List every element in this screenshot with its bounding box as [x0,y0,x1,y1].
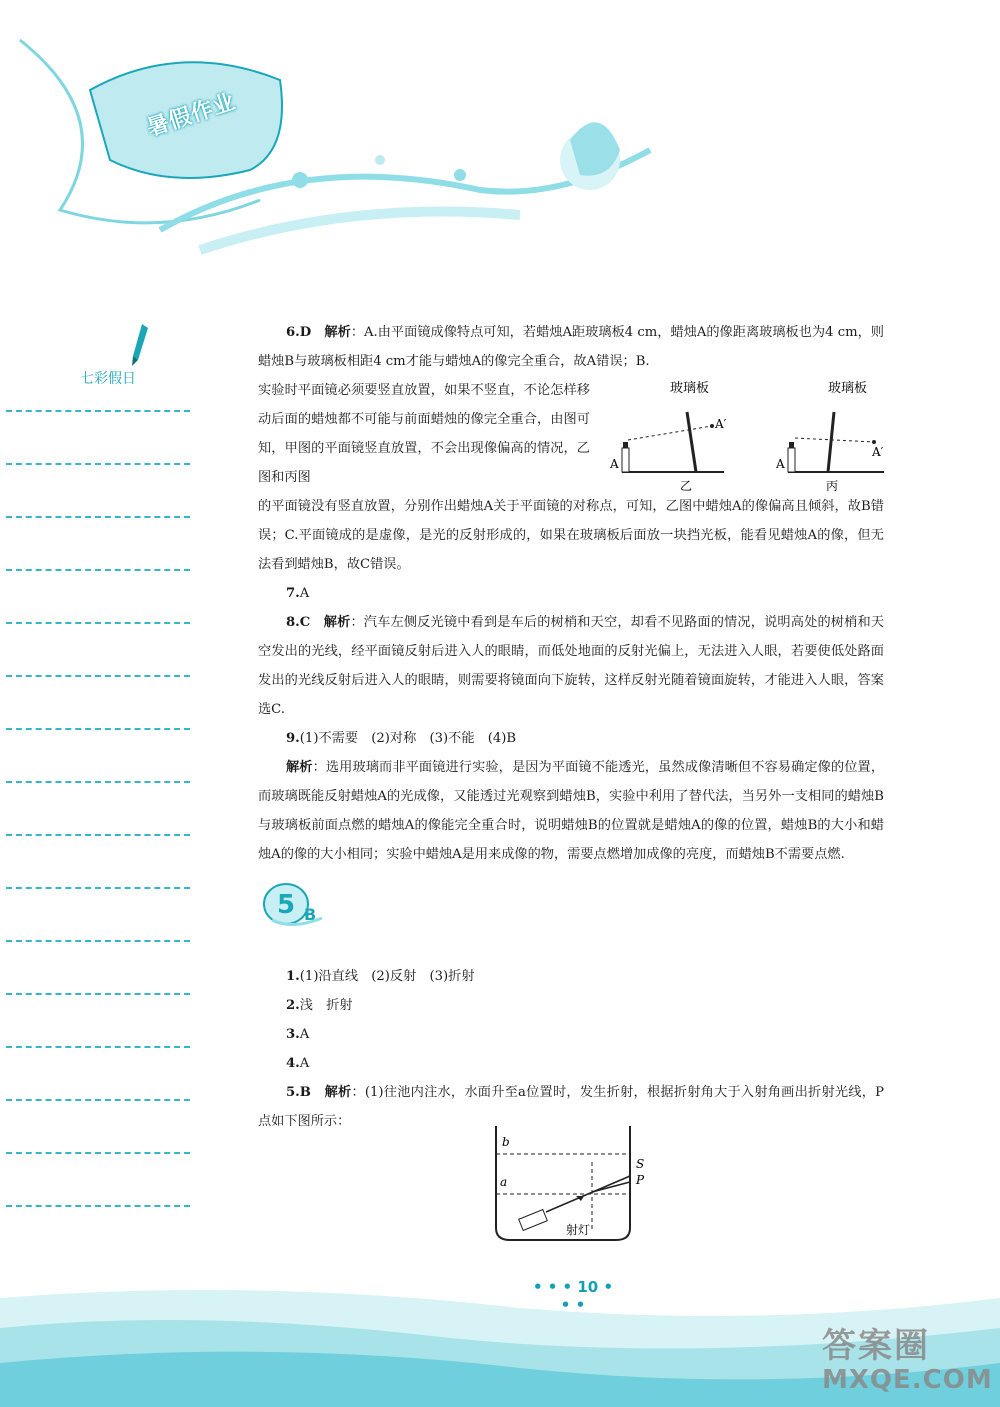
sidebar-rule [6,463,190,465]
sidebar-rule [6,940,190,942]
mirror-figure [592,376,884,492]
banner-title: 暑假作业 [144,89,240,142]
sidebar-rule [6,728,190,730]
s2-question: 3.A [286,1027,310,1042]
s2-question: 2.浅 折射 [286,998,353,1013]
page-number: • • • 10 • • • [532,1278,614,1314]
fig-right-caption: 丙 [826,479,839,492]
label-a: a [500,1175,508,1189]
section-letter: B [304,905,317,924]
fig-right-title: 玻璃板 [828,381,868,396]
pen-icon [130,322,150,368]
question-9-analysis: 解析：选用玻璃而非平面镜进行实验，是因为平面镜不能透光，虽然成像清晰但不容易确定像的位置，而玻璃既能反射蜡烛A的光成像，又能透过光观察到蜡烛B，实验中利用了替代法，当另外一支相同的蜡烛B与玻璃板前面点燃的蜡烛A的像能完全重合时，说明蜡烛B的位置就是蜡烛A的像的位置，蜡烛B的大小和蜡烛A的像的大小相同；实验中蜡烛A是用来成像的物，需要点燃增加成像的亮度，而蜡烛B不需要点燃. [258,760,885,862]
mirror-diagram [592,376,884,492]
sidebar-rule [6,622,190,624]
sidebar-rule [6,781,190,783]
label-lamp: 射灯 [566,1223,591,1237]
sidebar-rule [6,410,190,412]
sidebar-rule [6,1152,190,1154]
section-number: 5 [277,890,296,920]
sidebar-rule [6,675,190,677]
fig-left-caption: 乙 [680,479,693,492]
sidebar-label: 七彩假日 [80,371,136,387]
answer-content [258,318,884,869]
q6-rest-text: 的平面镜没有竖直放置，分别作出蜡烛A关于平面镜的对称点，可知，乙图中蜡烛A的像偏高且倾斜，故B错误；C.平面镜成的是虚像，是光的反射形成的，如果在玻璃板后面放一块挡光板，能看见蜡烛A的像，但无法看到蜡烛B，故C错误。 [258,499,884,572]
label-s: S [636,1157,645,1171]
question-8: 8.C 解析：汽车左侧反光镜中看到是车后的树梢和天空，却看不见路面的情况，说明高处的树梢和天空发出的光线，经平面镜反射后进入人的眼睛，而低处地面的反射光偏上，无法进入人眼，若要使低处路面发出的光线反射后进入人的眼睛，则需要将镜面向下旋转，这样反射光随着镜面旋转，才能进入人眼，答案选C. [258,615,885,717]
sidebar-rule [6,1046,190,1048]
sidebar-rule [6,834,190,836]
header-banner-decoration [0,0,720,260]
s2-question: 1.(1)沿直线 (2)反射 (3)折射 [286,969,475,984]
q6-wrap-text: 实验时平面镜必须要竖直放置，如果不竖直，不论怎样移动后面的蜡烛都不可能与前面蜡烛的像完全重合，由图可知，甲图的平面镜竖直放置，不会出现像偏高的情况，乙图和丙图 [258,383,590,485]
fig-right-label-a-image: A′ [872,445,884,459]
sidebar-rule [6,569,190,571]
question-7: 7.A [286,586,310,601]
question-5: 5.B 解析：(1)往池内注水，水面升至a位置时，发生折射，根据折射角大于入射角画出折射光线，P点如下图所示： [258,1085,885,1129]
label-b: b [502,1135,510,1149]
watermark-url: MXQE.COM [822,1365,993,1395]
question-6: 6.D 解析：A.由平面镜成像特点可知，若蜡烛A距玻璃板4 cm，蜡烛A的像距离玻璃板也为4 cm，则蜡烛B与玻璃板相距4 cm才能与蜡烛A的像完全重合，故A错误；B. [258,325,884,369]
sidebar-rule [6,887,190,889]
s2-question: 4.A [286,1056,310,1071]
section-badge [262,880,332,930]
sidebar-rule [6,516,190,518]
fig-left-title: 玻璃板 [670,381,710,396]
watermark-title: 答案圈 [822,1326,930,1366]
sidebar-rule [6,993,190,995]
section-b-content [258,962,884,1136]
label-p: P [636,1173,645,1187]
sidebar-rule [6,1099,190,1101]
question-9: 9.(1)不需要 (2)对称 (3)不能 (4)B [286,731,517,746]
fig-left-label-a-image: A′ [715,417,727,431]
pool-diagram [480,1122,660,1246]
watermark [822,1318,993,1395]
sidebar-rule [6,1205,190,1207]
fig-right-label-a: A [776,457,785,471]
fig-left-label-a: A [610,457,619,471]
